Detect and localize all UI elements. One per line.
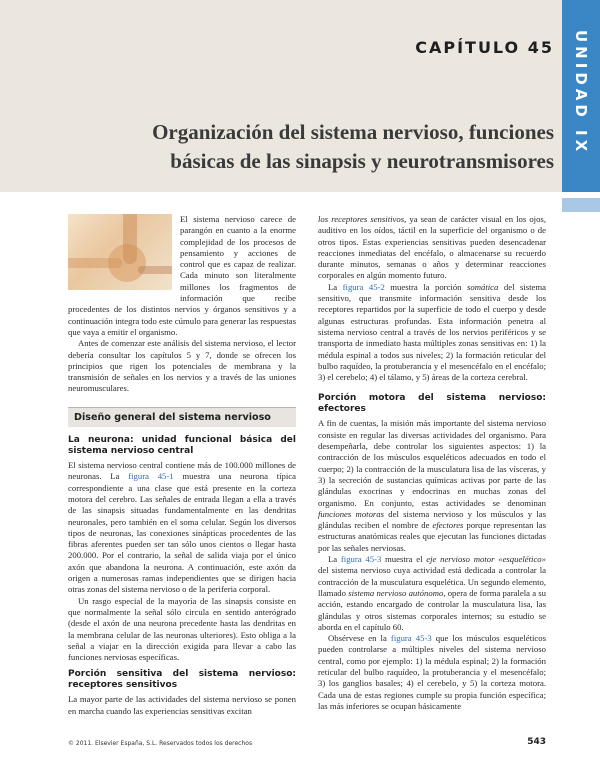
unit-tab — [562, 0, 600, 192]
motora-paragraph-1: A fin de cuentas, la misión más importante del sistema nervioso consiste en regular las diversas actividades del organismo. Para desempeñarla, debe controlar los siguientes aspectos: 1) la contracción de los músculos esqueléticos adecuados en todo el cuerpo; 2) la contracción de la musculatura lisa de las vísceras, y 3) la secreción de sustancias químicas activas por parte de las glándulas exocrinas y endocrinas en muchas zonas del organismo. En conjunto, estas actividades se denominan funciones motoras del sistema nervioso y los músculos y las glándulas reciben el nombre de efectores porque representan las estructuras anatómicas reales que ejecutan las funciones dictadas por las señales nerviosas. — [318, 418, 547, 553]
unit-tab-label: UNIDAD IX — [572, 30, 590, 156]
right-column — [318, 214, 546, 712]
neurona-paragraph-1: El sistema nervioso central contiene más de 100.000 millones de neuronas. La figura 45-1 muestra una neurona típica correspondiente a una clase que está presente en la corteza motora del cerebro. Las señales de entrada llegan a ella a través de las sinapsis situadas fundamentalmente en las dendritas neuronales, pero también en el soma celular. Según los diversos tipos de neuronas, las conexiones sinápticas procedentes de las fibras aferentes pueden ser tan sólo unos cientos o llegar hasta 200.000. Por el contrario, la señal de salida viaja por el único axón que abandona la neurona. A continuación, este axón da origen a numerosas ramas independientes que se dirigen hacia otras zonas del sistema nervioso o de la periferia corporal. — [68, 460, 297, 595]
receptores-paragraph: los receptores sensitivos, ya sean de carácter visual en los ojos, auditivo en los oídos, táctil en la superficie del organismo o de otros tipos. Estas experiencias sensitivas pueden desencadenar reacciones inmediatas del encéfalo, o almacenarse su recuerdo durante minutos, semanas o años y determinar reacciones corporales en algún momento futuro. — [318, 214, 546, 281]
title-line-1: Organización del sistema nervioso, funciones — [152, 120, 554, 144]
figure-link[interactable]: figura 45-3 — [390, 633, 432, 644]
subheading-neurona: La neurona: unidad funcional básica del sistema nervioso central — [68, 435, 296, 457]
page-number: 543 — [527, 737, 546, 747]
left-column — [68, 214, 296, 717]
chapter-label: CAPÍTULO 45 — [415, 38, 554, 57]
neurona-paragraph-2: Un rasgo especial de la mayoría de las sinapsis consiste en que normalmente la señal sólo circula en sentido anterógrado (desde el axón de una neurona precedente hasta las dendritas en la membrana celular de las neuronas ulteriores). Esto obliga a la señal a viajar en la dirección exigida para llevar a cabo las funciones nerviosas específicas. — [68, 595, 296, 663]
subheading-motora: Porción motora del sistema nervioso: efectores — [318, 393, 546, 415]
chapter-title — [84, 118, 554, 176]
neuron-image — [68, 214, 172, 290]
figure-link[interactable]: figura 45-3 — [340, 554, 382, 565]
motora-paragraph-3: Obsérvese en la figura 45-3 que los músculos esqueléticos pueden controlarse a múltiples niveles del sistema nervioso central, como por ejemplo: 1) la médula espinal; 2) la formación reticular del bulbo raquídeo, la protuberancia y el mesencéfalo; 3) los ganglios basales; 4) el cerebelo, y 5) la corteza motora. Cada una de estas regiones cumple su propia función específica; las más inferiores se ocupan básicamente — [318, 633, 546, 711]
subheading-sensitiva: Porción sensitiva del sistema nervioso: receptores sensitivos — [68, 669, 296, 691]
sensitiva-paragraph-1: La mayor parte de las actividades del sistema nervioso se ponen en marcha cuando las experiencias sensitivas excitan — [68, 694, 296, 716]
unit-tab-marker — [562, 198, 600, 212]
somatica-paragraph: La figura 45-2 muestra la porción somática del sistema sensitivo, que transmite información sensitiva desde los receptores repartidos por la superficie de todo el cuerpo y desde algunas estructuras profundas. Esta información penetra al sistema nervioso central a través de los nervios periféricos y se transporta de inmediato hasta múltiples zonas sensitivas en: 1) la médula espinal a todos sus niveles; 2) la formación reticular del bulbo raquídeo, la protuberancia y el mesencéfalo en el encéfalo; 3) el cerebelo; 4) el tálamo, y 5) áreas de la corteza cerebral. — [318, 281, 547, 383]
copyright-notice: © 2011. Elsevier España, S.L. Reservados todos los derechos — [68, 740, 253, 747]
figure-link[interactable]: figura 45-2 — [342, 281, 385, 292]
motora-paragraph-2: La figura 45-3 muestra el eje nervioso motor «esquelético» del sistema nervioso cuya actividad está dedicada a controlar la contracción de la musculatura esquelética. Un segundo elemento, llamado sistema nervioso autónomo, opera de forma paralela a su acción, estando encargado de controlar la musculatura lisa, las glándulas y otros sistemas corporales internos; su estudio se aborda en el capítulo 60. — [318, 554, 547, 632]
intro-paragraph-1: El sistema nervioso carece de parangón en cuanto a la enorme complejidad de los procesos de pensamiento y acciones de control que es capaz de realizar. Cada minuto son literalmente millones los fragmentos de información que recibe procedentes de los distintos nervios y órganos sensitivos y a continuación integra todo este cúmulo para generar las respuestas que vaya a emitir el organismo. — [68, 214, 296, 337]
figure-link[interactable]: figura 45-1 — [128, 471, 174, 482]
section-heading: Diseño general del sistema nervioso — [68, 407, 296, 427]
title-line-2: básicas de las sinapsis y neurotransmisores — [170, 149, 554, 173]
intro-paragraph-2: Antes de comenzar este análisis del sistema nervioso, el lector debería consultar los capítulos 5 y 7, donde se ofrecen los principios que rigen los potenciales de membrana y la transmisión de señales en los nervios y a través de las uniones neuromusculares. — [68, 338, 296, 394]
